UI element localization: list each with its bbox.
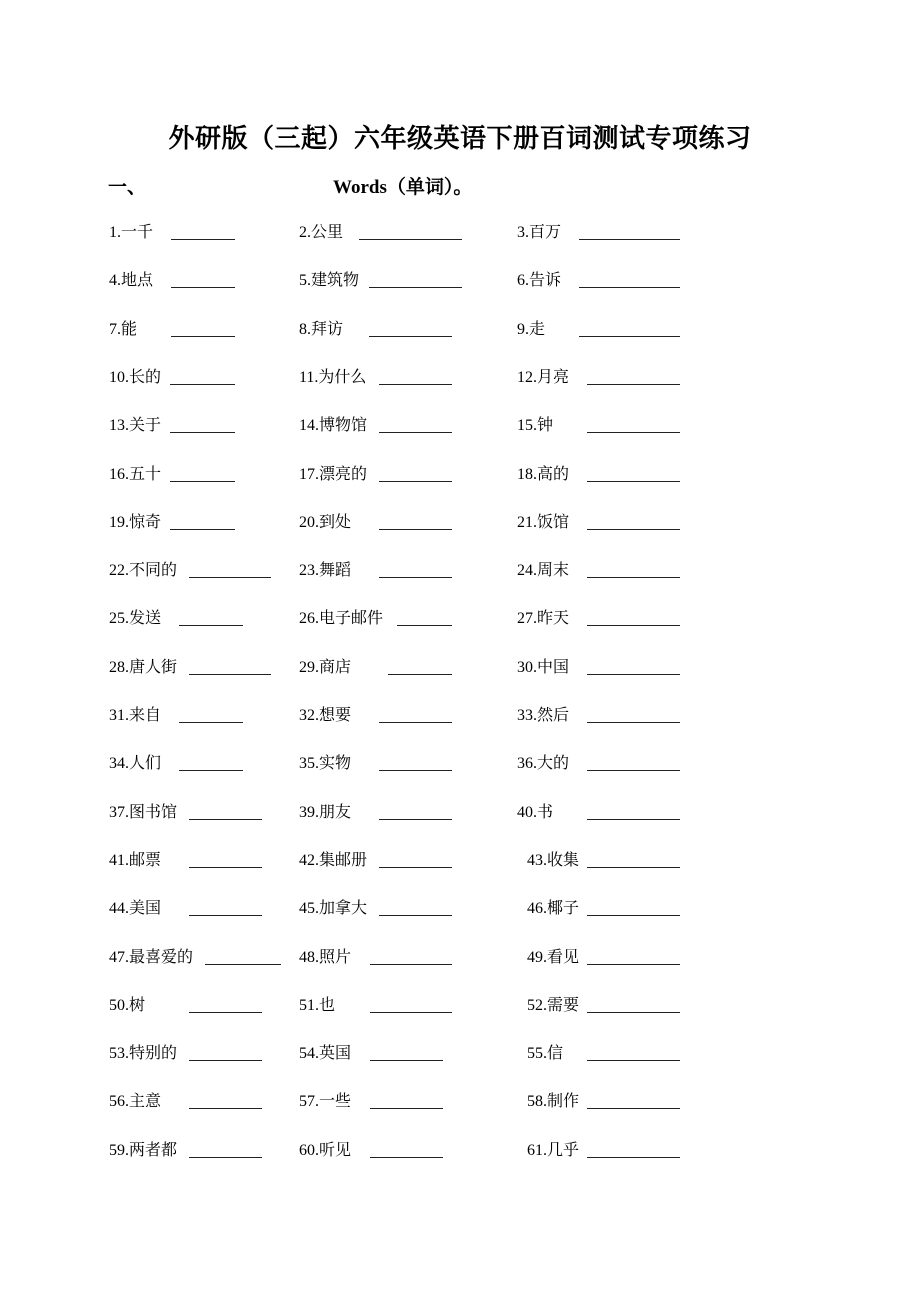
- word-prompt: 49.看见: [527, 948, 580, 966]
- word-prompt: 53.特别的: [109, 1045, 178, 1063]
- word-prompt: 54.英国: [299, 1045, 352, 1063]
- answer-blank[interactable]: [587, 770, 680, 771]
- answer-blank[interactable]: [379, 819, 452, 820]
- answer-blank[interactable]: [379, 481, 452, 482]
- word-prompt: 13.关于: [109, 417, 162, 435]
- answer-blank[interactable]: [370, 1060, 443, 1061]
- word-prompt: 17.漂亮的: [299, 465, 368, 483]
- word-prompt: 55.信: [527, 1045, 564, 1063]
- word-prompt: 27.昨天: [517, 610, 570, 628]
- answer-blank[interactable]: [170, 481, 235, 482]
- answer-blank[interactable]: [587, 481, 680, 482]
- answer-blank[interactable]: [379, 529, 452, 530]
- word-prompt: 29.商店: [299, 658, 352, 676]
- answer-blank[interactable]: [189, 915, 262, 916]
- answer-blank[interactable]: [587, 964, 680, 965]
- answer-blank[interactable]: [359, 239, 462, 240]
- word-prompt: 59.两者都: [109, 1141, 178, 1159]
- word-prompt: 61.几乎: [527, 1141, 580, 1159]
- word-prompt: 46.椰子: [527, 900, 580, 918]
- word-prompt: 20.到处: [299, 513, 352, 531]
- answer-blank[interactable]: [587, 915, 680, 916]
- answer-blank[interactable]: [587, 432, 680, 433]
- word-prompt: 14.博物馆: [299, 417, 368, 435]
- answer-blank[interactable]: [170, 432, 235, 433]
- word-prompt: 10.长的: [109, 368, 162, 386]
- answer-blank[interactable]: [189, 1108, 262, 1109]
- answer-blank[interactable]: [587, 722, 680, 723]
- word-prompt: 35.实物: [299, 755, 352, 773]
- word-prompt: 42.集邮册: [299, 851, 368, 869]
- word-prompt: 6.告诉: [517, 272, 562, 290]
- answer-blank[interactable]: [379, 915, 452, 916]
- word-prompt: 34.人们: [109, 755, 162, 773]
- answer-blank[interactable]: [379, 722, 452, 723]
- word-prompt: 4.地点: [109, 272, 154, 290]
- answer-blank[interactable]: [369, 336, 452, 337]
- answer-blank[interactable]: [189, 674, 271, 675]
- answer-blank[interactable]: [587, 674, 680, 675]
- answer-blank[interactable]: [369, 287, 462, 288]
- answer-blank[interactable]: [587, 1060, 680, 1061]
- word-prompt: 39.朋友: [299, 803, 352, 821]
- answer-blank[interactable]: [379, 867, 452, 868]
- answer-blank[interactable]: [170, 529, 235, 530]
- answer-blank[interactable]: [379, 577, 452, 578]
- word-prompt: 2.公里: [299, 224, 344, 241]
- answer-blank[interactable]: [587, 577, 680, 578]
- answer-blank[interactable]: [587, 867, 680, 868]
- word-prompt: 33.然后: [517, 707, 570, 724]
- word-prompt: 52.需要: [527, 996, 580, 1014]
- word-prompt: 56.主意: [109, 1093, 162, 1111]
- word-prompt: 22.不同的: [109, 562, 178, 580]
- answer-blank[interactable]: [189, 1060, 262, 1061]
- word-prompt: 25.发送: [109, 610, 162, 628]
- word-prompt: 36.大的: [517, 755, 570, 773]
- word-prompt: 41.邮票: [109, 851, 162, 869]
- answer-blank[interactable]: [170, 384, 235, 385]
- word-prompt: 16.五十: [109, 465, 162, 483]
- word-prompt: 43.收集: [527, 851, 580, 869]
- word-prompt: 50.树: [109, 996, 146, 1014]
- answer-blank[interactable]: [379, 384, 452, 385]
- word-prompt: 8.拜访: [299, 320, 344, 338]
- word-prompt: 51.也: [299, 996, 336, 1014]
- word-prompt: 18.高的: [517, 465, 570, 483]
- answer-blank[interactable]: [587, 819, 680, 820]
- word-prompt: 26.电子邮件: [299, 610, 384, 628]
- answer-blank[interactable]: [587, 384, 680, 385]
- answer-blank[interactable]: [388, 674, 452, 675]
- word-prompt: 58.制作: [527, 1093, 580, 1111]
- section-title: Words（单词）。: [333, 177, 473, 198]
- answer-blank[interactable]: [189, 1157, 262, 1158]
- answer-blank[interactable]: [379, 770, 452, 771]
- word-prompt: 15.钟: [517, 417, 554, 435]
- word-prompt: 31.来自: [109, 707, 162, 724]
- answer-blank[interactable]: [189, 867, 262, 868]
- word-prompt: 37.图书馆: [109, 803, 178, 821]
- answer-blank[interactable]: [379, 432, 452, 433]
- word-prompt: 5.建筑物: [299, 272, 360, 290]
- word-prompt: 9.走: [517, 320, 546, 338]
- answer-blank[interactable]: [171, 287, 235, 288]
- answer-blank[interactable]: [587, 529, 680, 530]
- answer-blank[interactable]: [179, 722, 243, 723]
- answer-blank[interactable]: [179, 770, 243, 771]
- answer-blank[interactable]: [189, 577, 271, 578]
- answer-blank[interactable]: [171, 239, 235, 240]
- word-prompt: 32.想要: [299, 707, 352, 724]
- page-title: 外研版（三起）六年级英语下册百词测试专项练习: [168, 124, 752, 153]
- answer-blank[interactable]: [205, 964, 281, 965]
- word-prompt: 19.惊奇: [109, 513, 162, 531]
- word-prompt: 1.一千: [109, 224, 154, 241]
- word-prompt: 60.听见: [299, 1141, 352, 1159]
- answer-blank[interactable]: [579, 336, 680, 337]
- word-prompt: 48.照片: [299, 948, 352, 966]
- word-prompt: 28.唐人街: [109, 658, 178, 676]
- word-prompt: 30.中国: [517, 658, 570, 676]
- answer-blank[interactable]: [579, 287, 680, 288]
- answer-blank[interactable]: [171, 336, 235, 337]
- answer-blank[interactable]: [370, 1157, 443, 1158]
- section-number: 一、: [108, 177, 147, 198]
- answer-blank[interactable]: [179, 625, 243, 626]
- word-prompt: 21.饭馆: [517, 513, 570, 531]
- answer-blank[interactable]: [579, 239, 680, 240]
- word-prompt: 23.舞蹈: [299, 562, 352, 580]
- answer-blank[interactable]: [370, 964, 452, 965]
- answer-blank[interactable]: [189, 819, 262, 820]
- word-prompt: 12.月亮: [517, 368, 570, 386]
- word-prompt: 57.一些: [299, 1093, 352, 1111]
- answer-blank[interactable]: [587, 1108, 680, 1109]
- answer-blank[interactable]: [370, 1012, 452, 1013]
- answer-blank[interactable]: [587, 625, 680, 626]
- word-prompt: 11.为什么: [299, 368, 367, 386]
- answer-blank[interactable]: [587, 1157, 680, 1158]
- word-prompt: 45.加拿大: [299, 900, 368, 918]
- word-prompt: 40.书: [517, 803, 554, 821]
- answer-blank[interactable]: [587, 1012, 680, 1013]
- word-prompt: 24.周末: [517, 562, 570, 580]
- word-prompt: 7.能: [109, 320, 138, 338]
- word-prompt: 47.最喜爱的: [109, 948, 194, 966]
- word-prompt: 44.美国: [109, 900, 162, 918]
- answer-blank[interactable]: [397, 625, 452, 626]
- answer-blank[interactable]: [370, 1108, 443, 1109]
- answer-blank[interactable]: [189, 1012, 262, 1013]
- word-prompt: 3.百万: [517, 224, 562, 241]
